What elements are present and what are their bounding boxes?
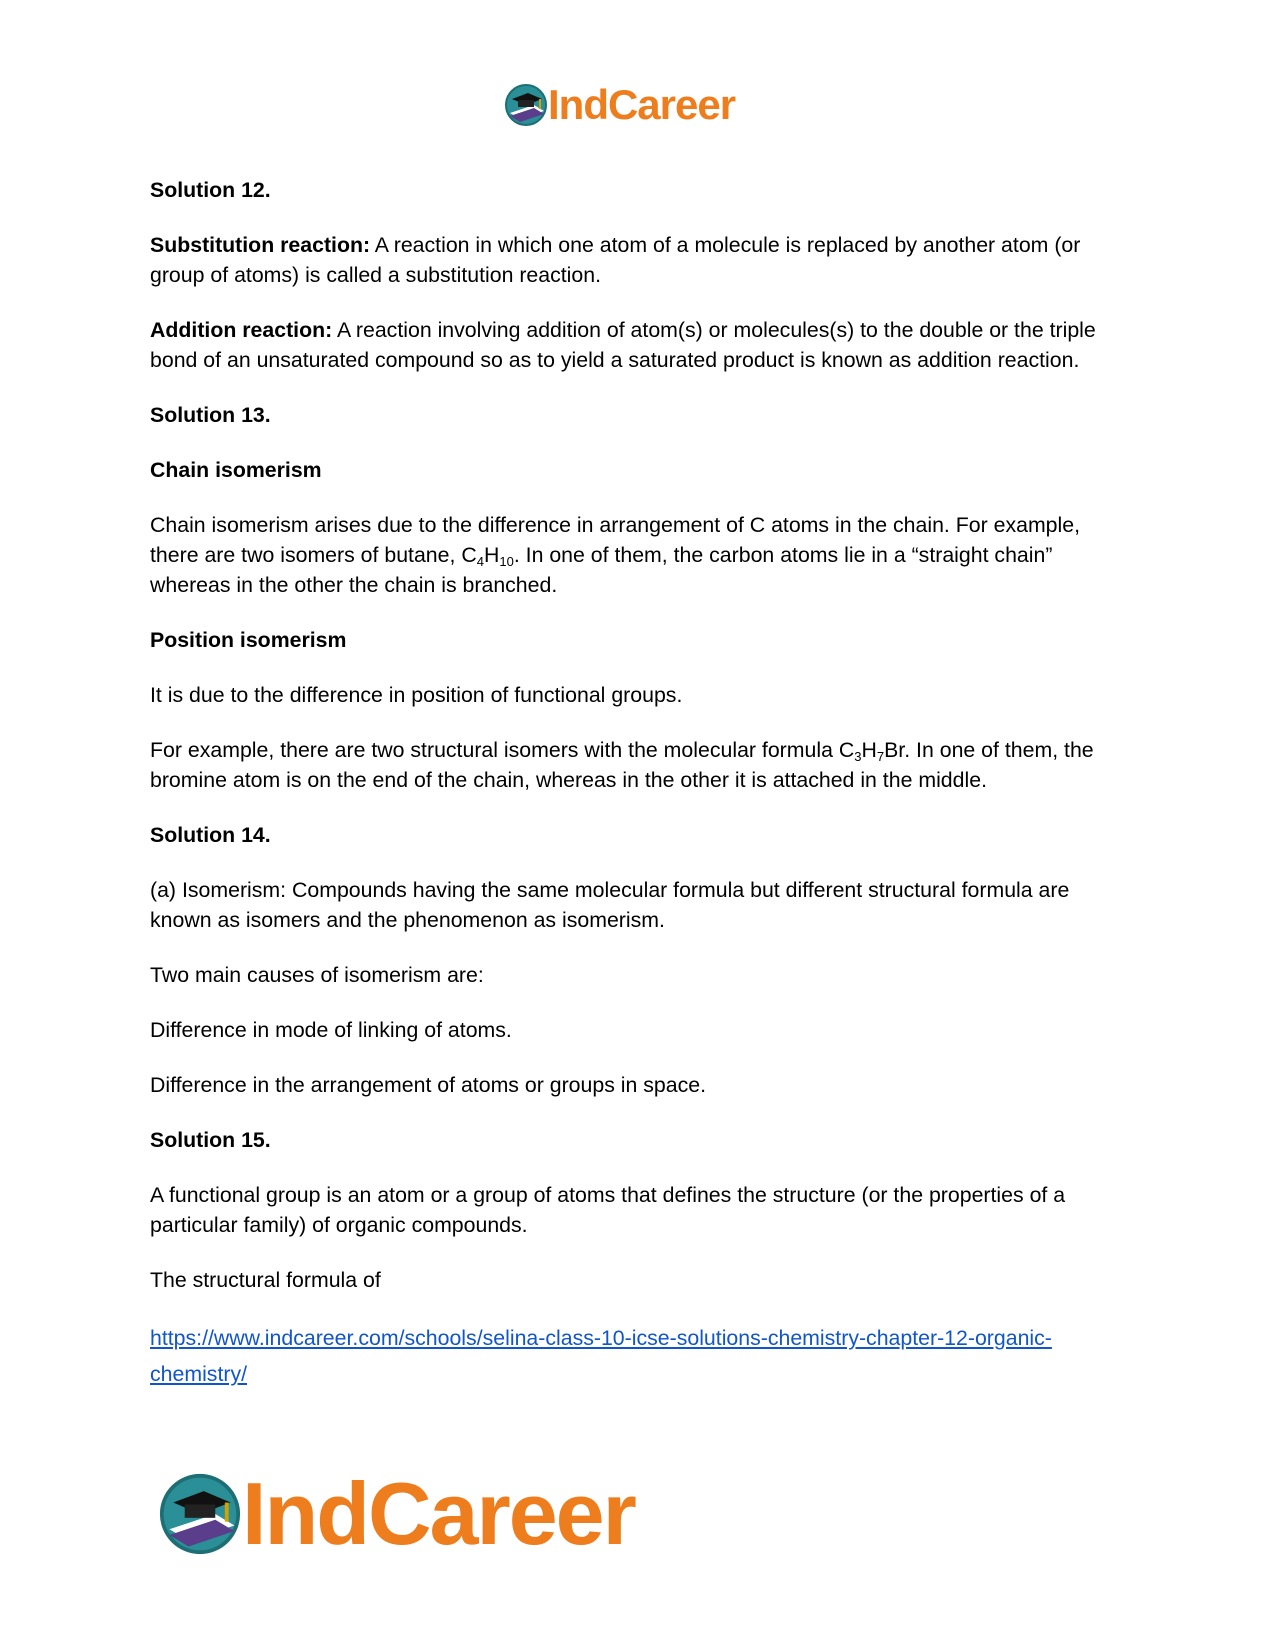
- solution-15-heading: Solution 15.: [150, 1128, 271, 1152]
- chain-text-a: Chain isomerism arises due to the difference in arrangement of C atoms in the chain. For example, there are two isomers of butane, C: [150, 513, 1081, 567]
- cause-1-paragraph: Difference in mode of linking of atoms.: [150, 1018, 512, 1042]
- solution-12-heading: Solution 12.: [150, 178, 271, 202]
- addition-label: Addition reaction:: [150, 318, 333, 342]
- example-text-b: H: [861, 738, 877, 762]
- chain-subscript-1: 4: [476, 554, 484, 569]
- solution-14-heading: Solution 14.: [150, 823, 271, 847]
- causes-intro-paragraph: Two main causes of isomerism are:: [150, 963, 484, 987]
- logo-wordmark: IndCareer: [242, 1464, 635, 1563]
- example-text-a: For example, there are two structural isomers with the molecular formula C: [150, 738, 855, 762]
- chain-text-c: . In one of them, the carbon atoms lie in a “straight chain” whereas in the other the chain is branched.: [150, 543, 1053, 597]
- graduation-cap-book-icon: [158, 1472, 242, 1556]
- substitution-label: Substitution reaction:: [150, 233, 371, 257]
- chain-text-b: H: [483, 543, 500, 567]
- footer-logo: [158, 1464, 635, 1563]
- isomerism-definition-paragraph: (a) Isomerism: Compounds having the same molecular formula but different structural formula are known as isomers and the phenomenon as isomerism.: [150, 878, 1070, 932]
- substitution-paragraph: [150, 230, 1130, 290]
- chain-isomerism-heading: Chain isomerism: [150, 458, 322, 482]
- structural-formula-paragraph: The structural formula of: [150, 1268, 381, 1292]
- document-body: [150, 175, 1130, 1417]
- example-paragraph: [150, 735, 1130, 795]
- source-link[interactable]: https://www.indcareer.com/schools/selina-class-10-icse-solutions-chemistry-chapter-12-organic-chemistry/: [150, 1326, 1052, 1386]
- header-logo: [504, 82, 735, 128]
- link-paragraph: [150, 1320, 1130, 1392]
- logo-wordmark: IndCareer: [548, 81, 736, 128]
- example-text-c: Br. In one of them, the bromine atom is on the end of the chain, whereas in the other it is attached in the middle.: [150, 738, 1094, 792]
- graduation-cap-book-icon: [504, 83, 548, 127]
- position-isomerism-heading: Position isomerism: [150, 628, 347, 652]
- example-subscript-2: 7: [876, 749, 885, 764]
- functional-group-paragraph: A functional group is an atom or a group of atoms that defines the structure (or the properties of a particular family) of organic compounds.: [150, 1183, 1066, 1237]
- solution-13-heading: Solution 13.: [150, 403, 271, 427]
- chain-subscript-2: 10: [499, 554, 514, 569]
- addition-paragraph: [150, 315, 1130, 375]
- position-isomerism-paragraph: It is due to the difference in position of functional groups.: [150, 683, 683, 707]
- chain-isomerism-paragraph: [150, 510, 1130, 600]
- example-subscript-1: 3: [854, 749, 862, 764]
- cause-2-paragraph: Difference in the arrangement of atoms or groups in space.: [150, 1073, 706, 1097]
- addition-text: A reaction involving addition of atom(s) or molecules(s) to the double or the triple bond of an unsaturated compound so as to yield a saturated product is known as addition reaction.: [150, 318, 1096, 372]
- substitution-text: A reaction in which one atom of a molecule is replaced by another atom (or group of atoms) is called a substitution reaction.: [150, 233, 1081, 287]
